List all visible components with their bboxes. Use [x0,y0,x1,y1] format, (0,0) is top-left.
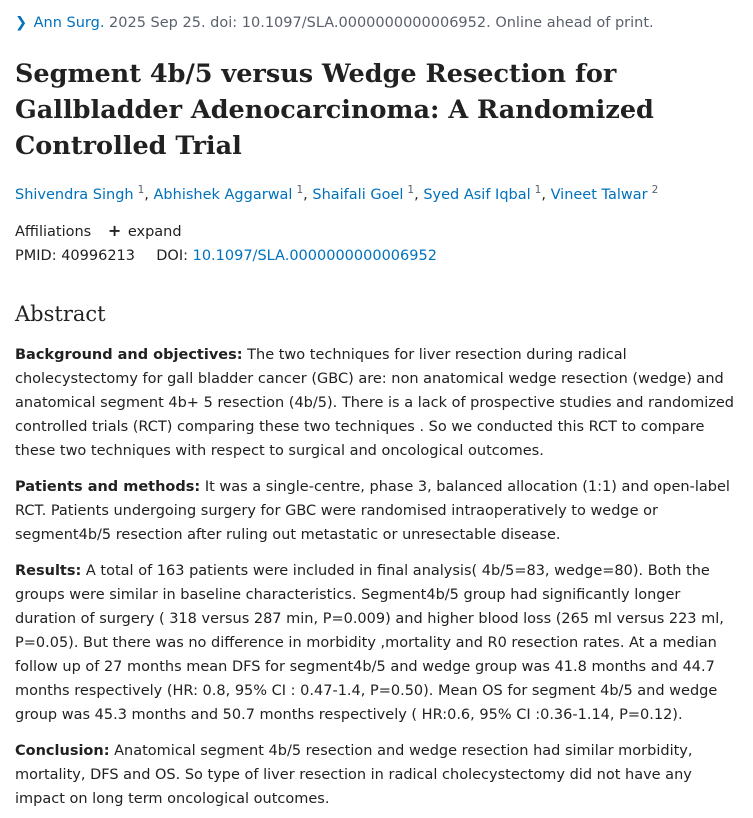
section-text: It was a single-centre, phase 3, balanced allocation (1:1) and open-label RCT. Patients undergoing surgery for GBC were randomised intraoperatively to wedge or segment4b/5 resection after ruling out metastatic or unresectable disease. [15,479,730,543]
pmid-value: 40996213 [61,248,136,264]
section-text: A total of 163 patients were included in final analysis( 4b/5=83, wedge=80). Both the groups were similar in baseline characteristics. Segment4b/5 group had significantly longer duration of surgery ( 318 versus 287 min, P=0.009) and higher blood loss (265 ml versus 223 ml, P=0.05). But there was no difference in morbidity ,mortality and R0 resection rates. At a median follow up of 27 months mean DFS for segment4b/5 and wedge group was 41.8 months and 44.7 months respectively (HR: 0.8, 95% CI : 0.47-1.4, P=0.50). Mean OS for segment 4b/5 and wedge group was 45.3 months and 50.7 months respectively ( HR:0.6, 95% CI :0.36-1.14, P=0.12). [15,563,724,723]
author-link[interactable]: Syed Asif Iqbal [423,186,531,203]
author-affiliation-ref[interactable]: 1 [407,184,415,196]
abstract-section-methods [15,475,745,547]
author-list [15,184,658,203]
section-text: The two techniques for liver resection during radical cholecystectomy for gall bladder cancer (GBC) are: non anatomical wedge resection (wedge) and anatomical segment 4b+ 5 resection (4b/5). There is a lack of prospective studies and randomized controlled trials (RCT) comparing these two techniques . So we conducted this RCT to compare these two techniques with respect to surgical and oncological outcomes. [15,347,735,459]
author-link[interactable]: Shivendra Singh [15,186,134,203]
section-label: Background and objectives: [15,347,243,363]
abstract-heading: Abstract [15,302,106,326]
journal-link[interactable]: Ann Surg. [33,15,105,31]
author-item [550,184,659,203]
section-label: Patients and methods: [15,479,201,495]
abstract-section-conclusion [15,739,745,811]
affiliations-toggle[interactable] [15,221,182,240]
abstract-section-results [15,559,745,727]
affiliations-label: Affiliations [15,224,92,240]
citation-line [15,15,654,31]
author-affiliation-ref[interactable]: 2 [651,184,659,196]
section-text: Anatomical segment 4b/5 resection and wedge resection had similar morbidity, mortality, DFS and OS. So type of liver resection in radical cholecystectomy did not have any impact on long term oncological outcomes. [15,743,693,807]
abstract-section-background [15,343,745,463]
author-affiliation-ref[interactable]: 1 [534,184,542,196]
author-item: Syed Asif Iqbal $^1$, [423,184,546,203]
author-item: Abhishek Aggarwal $^1$, [153,184,308,203]
author-link[interactable]: Shaifali Goel [312,186,404,203]
citation-details: 2025 Sep 25. doi: 10.1097/SLA.0000000000006952. Online ahead of print. [109,15,654,31]
chevron-right-icon[interactable]: ❯ [15,15,28,31]
author-link[interactable]: Vineet Talwar [550,186,648,203]
section-label: Conclusion: [15,743,110,759]
section-label: Results: [15,563,82,579]
author-link[interactable]: Abhishek Aggarwal [153,186,293,203]
article-title: Segment 4b/5 versus Wedge Resection for Gallbladder Adenocarcinoma: A Randomized Controlled Trial [15,59,654,161]
author-item: Shaifali Goel $^1$, [312,184,419,203]
doi-link[interactable]: 10.1097/SLA.0000000000006952 [192,248,437,264]
plus-icon[interactable]: + [107,221,122,240]
pmid-label: PMID: [15,248,57,264]
author-affiliation-ref[interactable]: 1 [137,184,145,196]
author-affiliation-ref[interactable]: 1 [296,184,304,196]
article-identifiers [15,248,437,264]
author-item: Shivendra Singh $^1$, [15,184,149,203]
doi-label: DOI: [156,248,188,264]
expand-label[interactable]: expand [127,224,182,240]
